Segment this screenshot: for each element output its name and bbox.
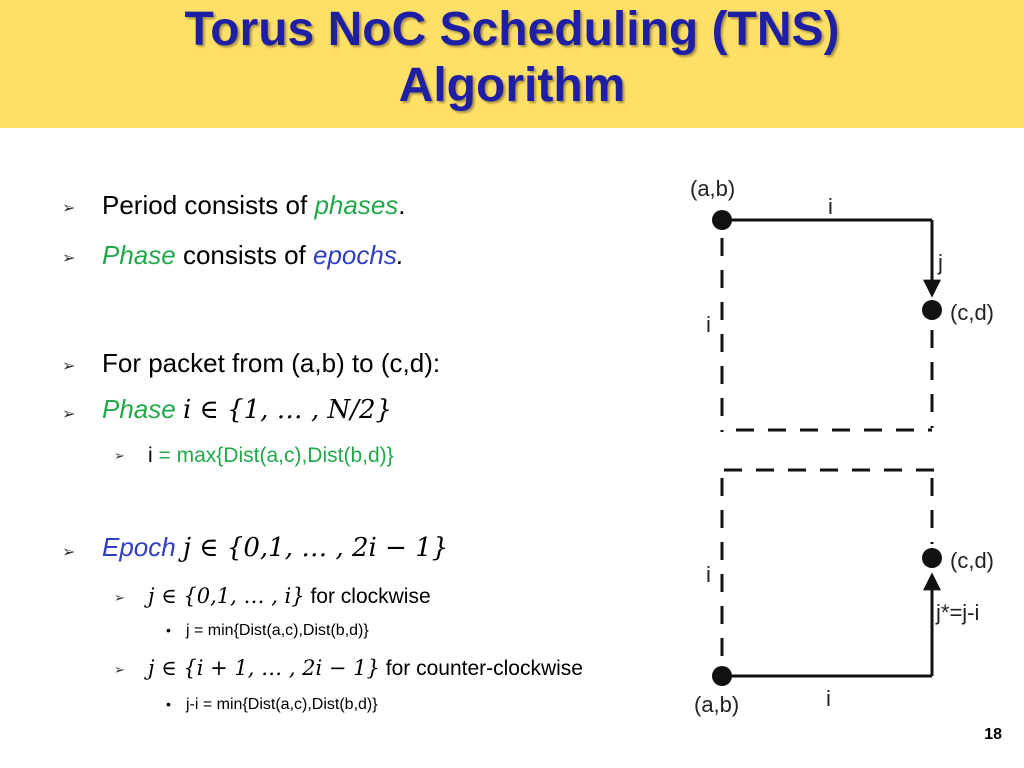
bullet-arrow-icon: ➢ [62, 406, 76, 423]
bullet-text: i [148, 444, 153, 467]
bullet-text: consists of [175, 240, 314, 270]
label-j: j [938, 250, 943, 275]
sub-bullet-arrow-icon: ➢ [114, 662, 125, 677]
bullet-math: j ∈ {0,1, … , i} [148, 584, 305, 608]
source-node [712, 666, 732, 686]
slide-title-line2: Algorithm [398, 59, 626, 112]
sub-bullet-arrow-icon: ➢ [114, 448, 125, 463]
bullet-emphasis: Epoch [102, 532, 176, 562]
bullet-math: j ∈ {0,1, … , 2i − 1} [182, 533, 449, 563]
diagram-top [690, 176, 994, 432]
bullet-arrow-icon: ➢ [62, 200, 76, 217]
sub-bullet-arrow-icon: ➢ [114, 590, 125, 605]
bullet-text: for clockwise [304, 585, 431, 608]
label-i-bottom: i [826, 686, 831, 711]
bullet-text: . [396, 240, 405, 270]
bullet-emphasis: = max{Dist(a,c),Dist(b,d)} [152, 444, 394, 467]
dest-node [922, 548, 942, 568]
dest-label: (c,d) [950, 300, 994, 325]
bullet-text: for counter-clockwise [379, 657, 583, 680]
slide-title-line1: Torus NoC Scheduling (TNS) [184, 3, 840, 56]
bullet-math: j ∈ {i + 1, … , 2i − 1} [148, 656, 380, 680]
label-j-star: j*=j-i [936, 600, 980, 625]
sub-sub-bullet-clockwise: j = min{Dist(a,c),Dist(b,d)} [186, 622, 369, 639]
bullet-arrow-icon: ➢ [62, 544, 76, 561]
sub-sub-bullet-counter-clockwise: j-i = min{Dist(a,c),Dist(b,d)} [186, 696, 378, 713]
bullet-arrow-icon: ➢ [62, 358, 76, 375]
page-number: 18 [984, 726, 1002, 743]
label-i-left: i [706, 312, 711, 337]
bullet-emphasis: Phase [102, 394, 176, 424]
source-node [712, 210, 732, 230]
bullet-packet: For packet from (a,b) to (c,d): [102, 348, 441, 378]
bullet-dot-icon: • [166, 622, 171, 638]
source-label: (a,b) [690, 176, 736, 201]
bullet-text: . [398, 190, 406, 220]
label-i-top: i [828, 194, 833, 219]
bullet-text: Period consists of [102, 190, 315, 220]
bullet-emphasis: phases [314, 190, 399, 220]
bullet-emphasis: Phase [102, 240, 176, 270]
bullet-dot-icon: • [166, 696, 171, 712]
dest-label: (c,d) [950, 548, 994, 573]
label-i-left: i [706, 562, 711, 587]
bullet-math: i ∈ {1, … , N/2} [182, 395, 393, 425]
dest-node [922, 300, 942, 320]
bullet-emphasis: epochs [313, 240, 397, 270]
bullet-arrow-icon: ➢ [62, 250, 76, 267]
source-label: (a,b) [694, 692, 740, 717]
diagram-bottom [694, 470, 994, 717]
